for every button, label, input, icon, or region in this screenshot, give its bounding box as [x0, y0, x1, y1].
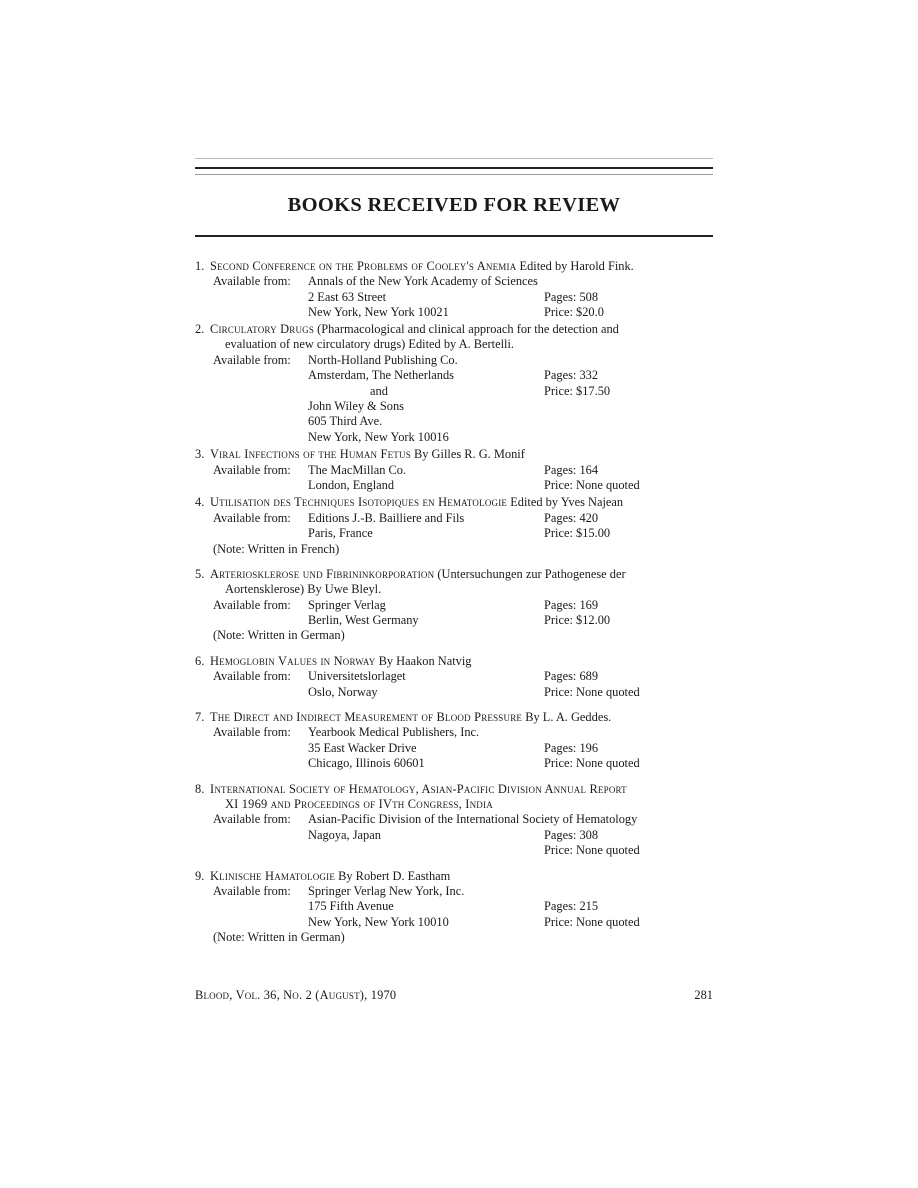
pages-label: Pages: [544, 462, 577, 477]
entry-author: By L. A. Geddes. [522, 710, 612, 725]
entry-price: None quoted [576, 684, 640, 699]
pages-label: Pages: [544, 368, 577, 383]
entry-title: Utilisation des Techniques Isotopiques en Hematologie [210, 495, 508, 510]
entry-publisher: Editions J.-B. Bailliere and Fils [308, 510, 465, 525]
entry-address-line: New York, New York 10010 [308, 914, 449, 929]
entry-author: By Haakon Natvig [375, 653, 472, 668]
available-from-label: Available from: [213, 669, 291, 684]
available-from-label: Available from: [213, 274, 291, 289]
entry-address-line: Paris, France [308, 526, 373, 541]
available-from-label: Available from: [213, 462, 291, 477]
entry-price: $12.00 [576, 613, 611, 628]
entry-address-line: London, England [308, 477, 395, 492]
pages-label: Pages: [544, 597, 577, 612]
price-label: Price: [544, 914, 573, 929]
available-from-label: Available from: [213, 725, 291, 740]
available-from-label: Available from: [213, 812, 291, 827]
page-number: 281 [694, 988, 713, 1002]
price-label: Price: [544, 383, 573, 398]
entry-pages: 196 [579, 740, 599, 755]
top-thin-rule [195, 174, 713, 175]
entry-number: 2. [195, 322, 205, 337]
entry-pages: 169 [579, 597, 599, 612]
entry-number: 5. [195, 566, 205, 581]
price-label: Price: [544, 477, 573, 492]
title-underline [195, 235, 713, 237]
entry-language-note: (Note: Written in French) [213, 541, 340, 556]
entry-price: $20.0 [576, 305, 604, 320]
entry-title: Circulatory Drugs [210, 322, 315, 337]
pages-label: Pages: [544, 669, 577, 684]
entry-pages: 689 [579, 669, 599, 684]
entry-language-note: (Note: Written in German) [213, 930, 345, 945]
entry-publisher: The MacMillan Co. [308, 462, 407, 477]
entry-editor: Edited by Yves Najean [507, 495, 624, 510]
entry-number: 9. [195, 868, 205, 883]
entry-publisher: Universitetslorlaget [308, 669, 406, 684]
pages-label: Pages: [544, 827, 577, 842]
entry-title: International Society of Hematology, Asian-Pacific Division Annual Report [210, 781, 627, 796]
available-from-label: Available from: [213, 597, 291, 612]
entry-price: None quoted [576, 914, 640, 929]
entry-publisher: Yearbook Medical Publishers, Inc. [308, 725, 480, 740]
price-label: Price: [544, 613, 573, 628]
top-faint-rule [195, 158, 713, 159]
book-entry-6 [0, 654, 918, 700]
book-entry-7 [0, 710, 918, 772]
entry-pages: 164 [579, 462, 599, 477]
entry-publisher: North-Holland Publishing Co. [308, 352, 458, 367]
entry-number: 4. [195, 495, 205, 510]
pages-label: Pages: [544, 740, 577, 755]
book-entry-5 [0, 567, 918, 644]
entry-address-line: 605 Third Ave. [308, 414, 383, 429]
entry-address-and: and [370, 383, 388, 398]
entry-address-line: Oslo, Norway [308, 684, 378, 699]
entry-pages: 420 [579, 510, 599, 525]
price-label: Price: [544, 843, 573, 858]
entry-address-line: 35 East Wacker Drive [308, 740, 417, 755]
price-label: Price: [544, 526, 573, 541]
page-title: BOOKS RECEIVED FOR REVIEW [287, 194, 621, 216]
book-entry-3 [0, 447, 918, 493]
book-entry-2 [0, 322, 918, 445]
entry-address-line: Chicago, Illinois 60601 [308, 756, 425, 771]
entry-title: Second Conference on the Problems of Cooley's Anemia [210, 259, 517, 273]
entry-address-line: Amsterdam, The Netherlands [308, 368, 455, 383]
entry-address-line: Nagoya, Japan [308, 827, 381, 842]
pages-label: Pages: [544, 289, 577, 304]
book-entry-9 [0, 869, 918, 946]
entry-price: None quoted [576, 756, 640, 771]
entry-publisher: Springer Verlag New York, Inc. [308, 883, 465, 898]
entry-editor: Edited by Harold Fink. [516, 259, 634, 273]
entry-subtitle: (Pharmacological and clinical approach for the detection and [314, 322, 619, 337]
entry-publisher: Springer Verlag [308, 597, 386, 612]
entry-price: None quoted [576, 843, 640, 858]
entry-number: 7. [195, 710, 205, 725]
entry-price: $17.50 [576, 383, 611, 398]
book-entry-1 [0, 259, 918, 321]
book-list [0, 259, 918, 946]
entry-number: 6. [195, 653, 205, 668]
entry-title: Klinische Hamatologie [210, 868, 336, 883]
entry-author: By Robert D. Eastham [335, 868, 451, 883]
entry-pages: 508 [579, 289, 599, 304]
entry-pages: 215 [579, 899, 599, 914]
pages-label: Pages: [544, 510, 577, 525]
entry-title: Arteriosklerose und Fibrininkorporation [210, 566, 435, 581]
price-label: Price: [544, 305, 573, 320]
entry-address-line: Berlin, West Germany [308, 613, 419, 628]
journal-citation: Blood, Vol. 36, No. 2 (August), 1970 [195, 988, 397, 1002]
entry-author: By Gilles R. G. Monif [410, 447, 525, 462]
entry-title: Viral Infections of the Human Fetus [210, 447, 411, 462]
entry-pages: 332 [579, 368, 599, 383]
book-entry-8 [0, 782, 918, 859]
price-label: Price: [544, 684, 573, 699]
available-from-label: Available from: [213, 510, 291, 525]
entry-address-line: John Wiley & Sons [308, 399, 404, 414]
available-from-label: Available from: [213, 352, 291, 367]
entry-subtitle: (Untersuchungen zur Pathogenese der [434, 566, 626, 581]
entry-price: $15.00 [576, 526, 611, 541]
entry-address-line: 2 East 63 Street [308, 289, 387, 304]
pages-label: Pages: [544, 899, 577, 914]
top-rule [195, 167, 713, 169]
entry-address-line: New York, New York 10021 [308, 305, 449, 320]
entry-language-note: (Note: Written in German) [213, 628, 345, 643]
entry-publisher: Asian-Pacific Division of the International Society of Hematology [308, 812, 638, 827]
entry-address-line: New York, New York 10016 [308, 429, 449, 444]
entry-title: The Direct and Indirect Measurement of Blood Pressure [210, 710, 523, 725]
price-label: Price: [544, 756, 573, 771]
entry-number: 8. [195, 781, 205, 796]
book-entry-4 [0, 495, 918, 557]
entry-title: Hemoglobin Values in Norway [210, 653, 376, 668]
entry-title-continued: evaluation of new circulatory drugs) Edited by A. Bertelli. [225, 337, 515, 352]
entry-price: None quoted [576, 477, 640, 492]
entry-number: 3. [195, 447, 205, 462]
entry-pages: 308 [579, 827, 599, 842]
entry-title-continued: XI 1969 and Proceedings of IVth Congress, India [225, 797, 493, 811]
entry-publisher: Annals of the New York Academy of Sciences [308, 274, 538, 289]
entry-address-line: 175 Fifth Avenue [308, 899, 394, 914]
entry-number: 1. [195, 259, 205, 273]
available-from-label: Available from: [213, 883, 291, 898]
entry-title-continued: Aortensklerose) By Uwe Bleyl. [225, 582, 382, 597]
